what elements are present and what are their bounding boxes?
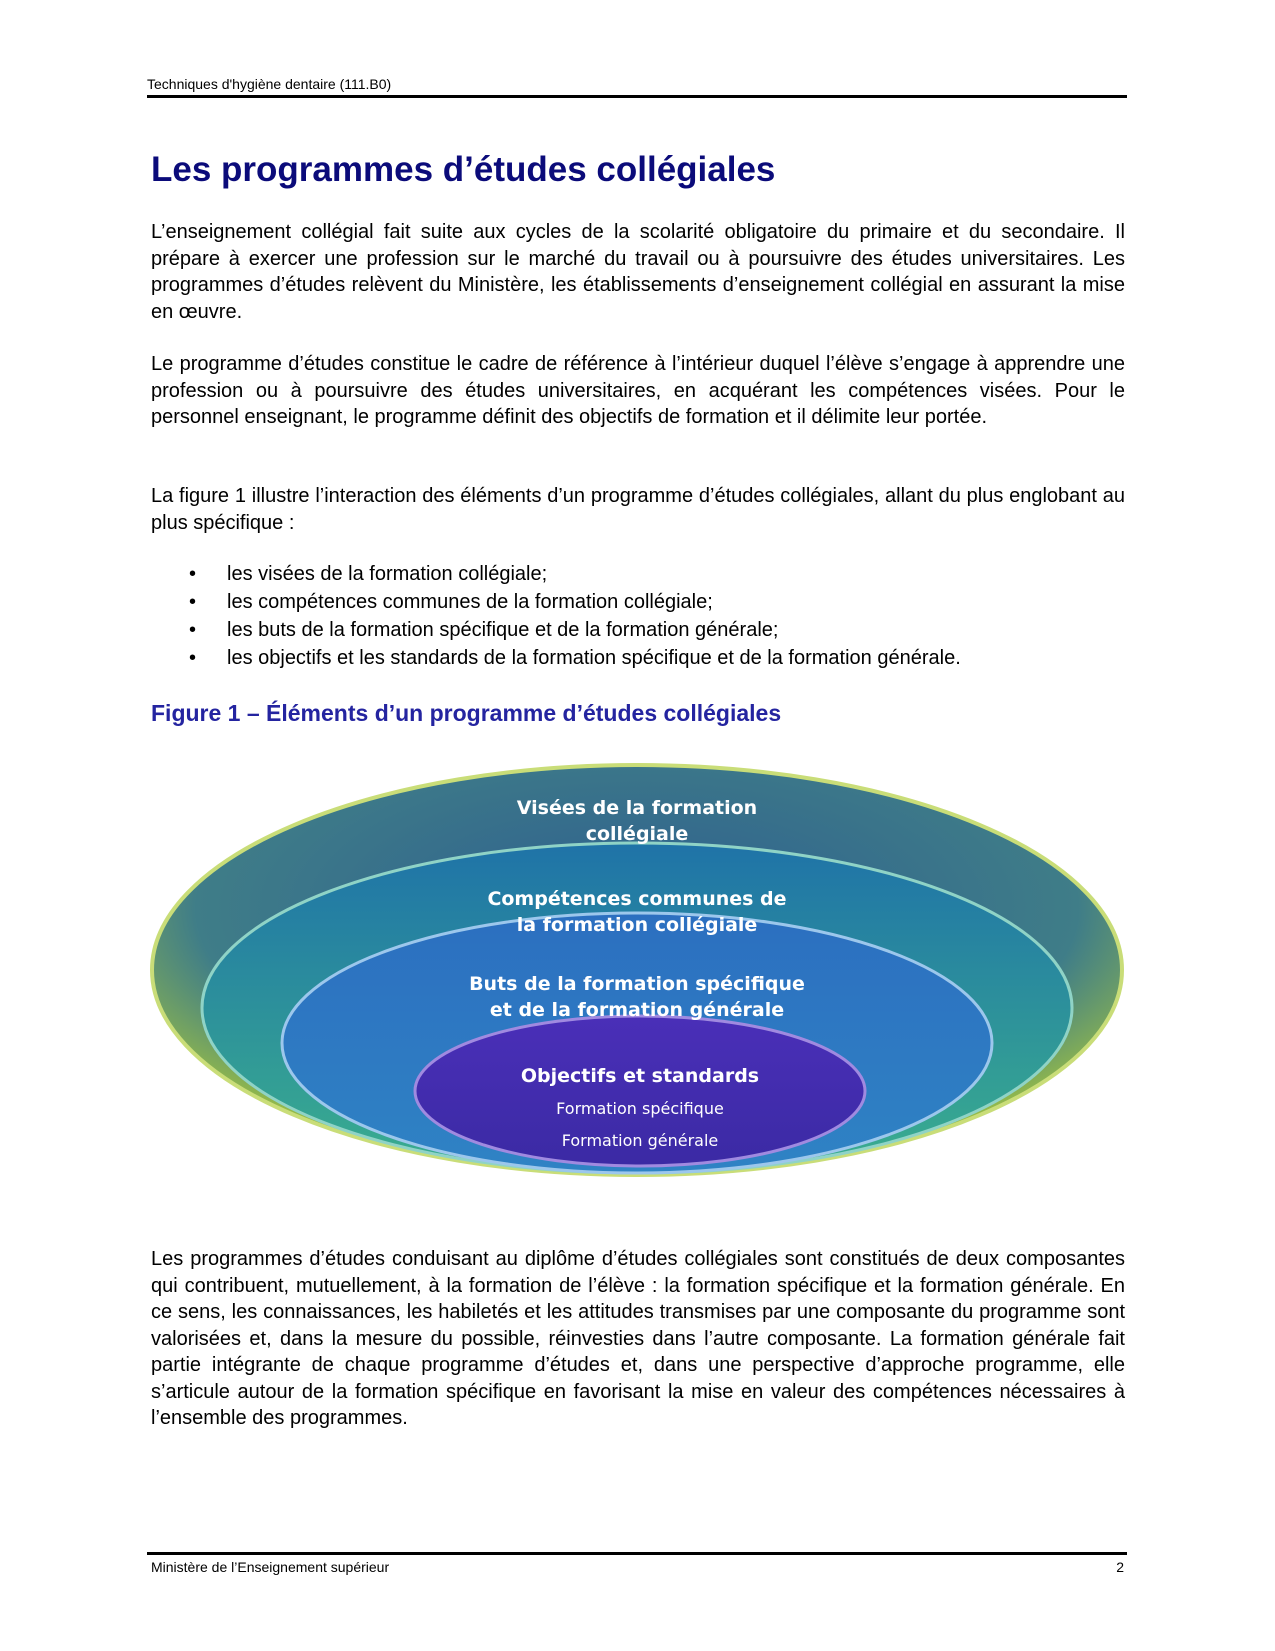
paragraph-figure-intro: La figure 1 illustre l’interaction des éléments d’un programme d’études collégiales, allant du plus englobant au plus spécifique : [151, 485, 1125, 534]
page-number: 2 [1116, 1559, 1124, 1575]
level1-label-line2: collégiale [585, 823, 689, 845]
level1-label-line1: Visées de la formation [516, 797, 758, 819]
level3-label-line2: et de la formation générale [489, 999, 785, 1021]
level4-label-generale: Formation générale [561, 1131, 719, 1150]
paragraph-composantes: Les programmes d’études conduisant au diplôme d’études collégiales sont constitués de deux composantes qui contribuent, mutuellement, à la formation de l’élève : la formation spécifique et la formation générale. En ce sens, les connaissances, les habiletés et les attitudes transmises par une composante du programme sont valorisées et, dans la mesure du possible, réinvesties dans l’autre composante. La formation générale fait partie intégrante de chaque programme d’études et, dans une perspective d’approche programme, elle s’articule autour de la formation spécifique en favorisant la mise en valeur des compétences nécessaires à l’ensemble des programmes. [151, 1248, 1125, 1429]
list-item [186, 644, 961, 672]
level2-label-line2: la formation collégiale [516, 914, 758, 936]
header-rule [147, 95, 1127, 98]
bullet-icon: • [189, 563, 197, 585]
bullet-icon: • [189, 591, 197, 613]
nested-ellipses-diagram [150, 760, 1125, 1200]
list-item-text: les objectifs et les standards de la formation spécifique et de la formation générale. [227, 647, 961, 669]
list-item-text: les compétences communes de la formation collégiale; [227, 591, 713, 613]
level2-label-line1: Compétences communes de [487, 888, 787, 910]
bullet-icon: • [189, 619, 197, 641]
list-item-text: les visées de la formation collégiale; [227, 563, 548, 585]
figure-caption: Figure 1 – Éléments d’un programme d’études collégiales [151, 700, 782, 726]
level3-label-line1: Buts de la formation spécifique [469, 973, 805, 995]
elements-list [186, 560, 961, 672]
level4-label-specifique: Formation spécifique [556, 1099, 724, 1118]
paragraph-programme: Le programme d’études constitue le cadre de référence à l’intérieur duquel l’élève s’engage à apprendre une profession ou à poursuivre des études universitaires, en acquérant les compétences visées. Pour le personnel enseignant, le programme définit des objectifs de formation et il délimite leur portée. [151, 353, 1125, 428]
footer-rule [147, 1552, 1127, 1555]
list-item [186, 560, 961, 588]
level4-label-title: Objectifs et standards [520, 1065, 760, 1087]
page-title: Les programmes d’études collégiales [151, 150, 776, 189]
list-item [186, 588, 961, 616]
list-item [186, 616, 961, 644]
footer-ministry: Ministère de l’Enseignement supérieur [151, 1559, 390, 1575]
bullet-icon: • [189, 647, 197, 669]
list-item-text: les buts de la formation spécifique et de la formation générale; [227, 619, 779, 641]
paragraph-intro: L’enseignement collégial fait suite aux cycles de la scolarité obligatoire du primaire et du secondaire. Il prépare à exercer une profession sur le marché du travail ou à poursuivre des études universitaires. Les programmes d’études relèvent du Ministère, les établissements d’enseignement collégial en assurant la mise en œuvre. [151, 221, 1125, 323]
header-program-code: Techniques d'hygiène dentaire (111.B0) [147, 76, 392, 92]
